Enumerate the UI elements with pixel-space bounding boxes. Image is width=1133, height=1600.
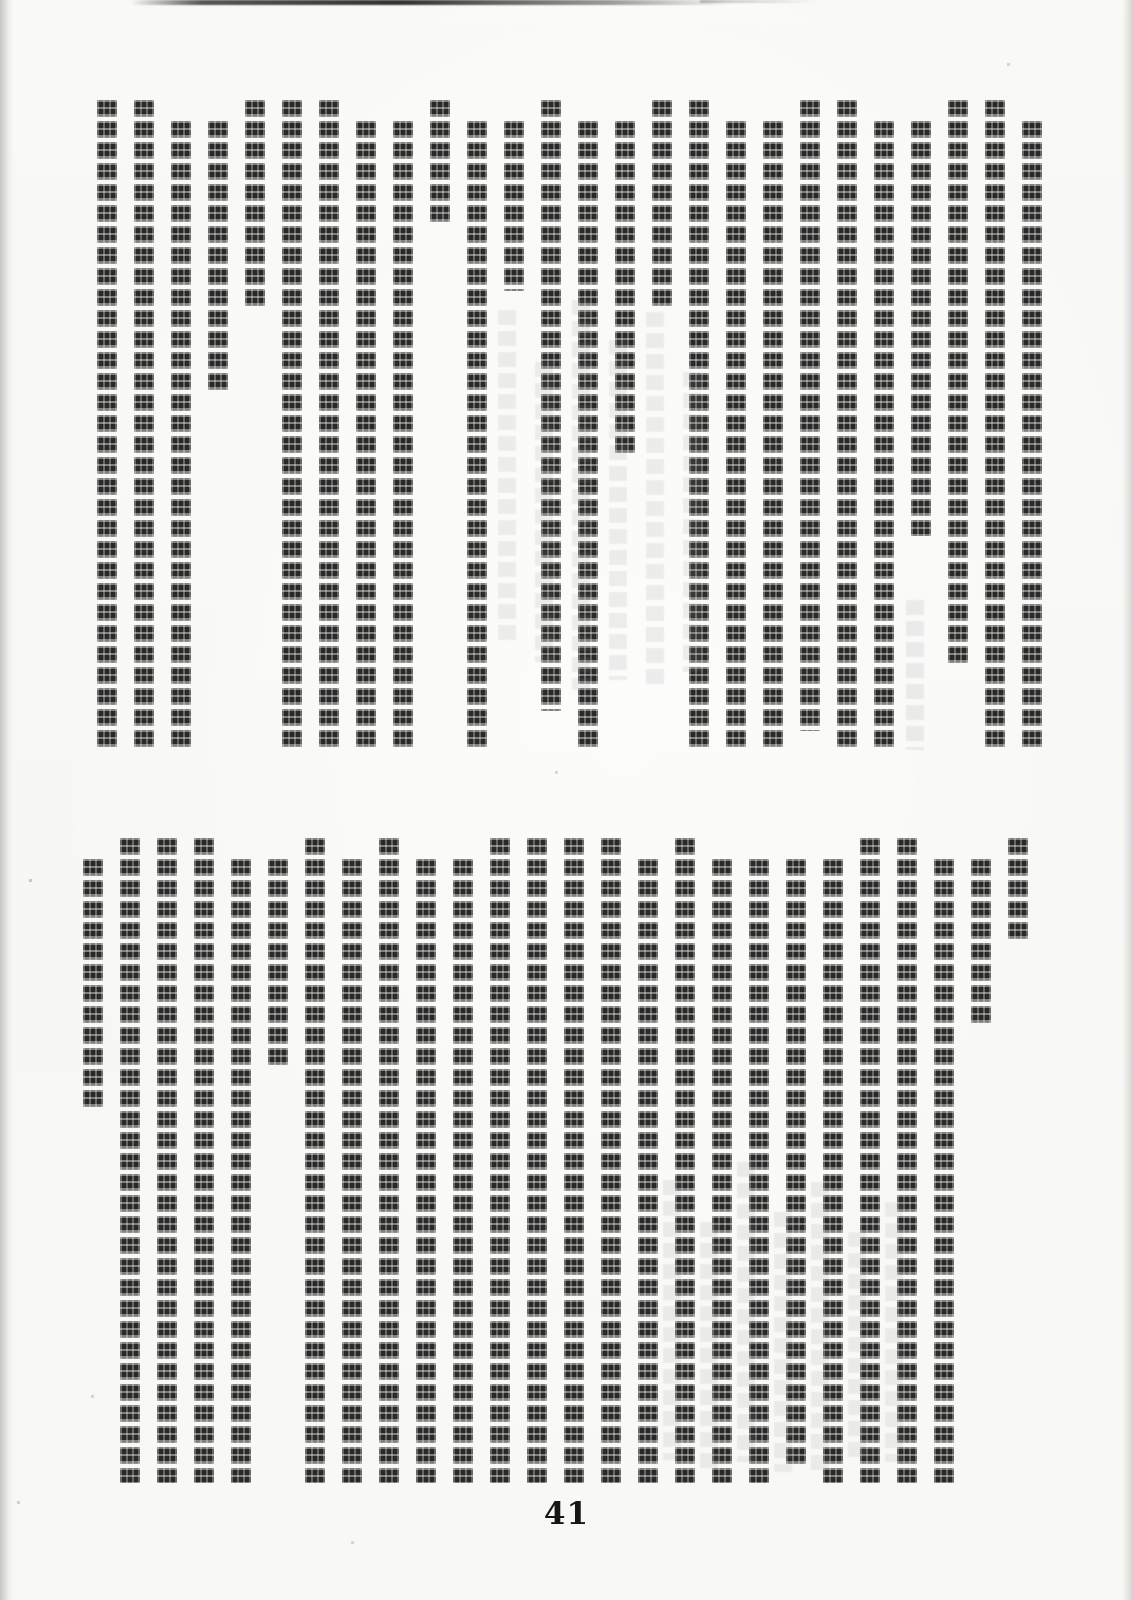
text-column-redacted [504,121,524,291]
scan-artifact-top [130,0,730,5]
text-column-redacted [83,859,103,1109]
bleedthrough-column [811,1182,829,1472]
text-column-redacted [934,859,954,1483]
text-column-redacted [948,100,968,666]
text-block-upper [97,100,1042,750]
text-column-redacted [342,859,362,1483]
scan-edge-right [1122,0,1133,1600]
scan-artifact-top-right [700,0,820,3]
text-column-redacted [467,121,487,750]
text-column-redacted [231,859,251,1483]
text-column-redacted [305,838,325,1483]
bleedthrough-column [609,340,627,680]
text-column-redacted [638,859,658,1483]
text-column-redacted [430,100,450,224]
text-column-redacted [194,838,214,1483]
bleedthrough-column [646,312,664,687]
text-column-redacted [763,121,783,750]
scan-dust-specks [0,0,1,1]
bleedthrough-column [498,310,516,640]
text-column-redacted [319,100,339,750]
text-column-redacted [208,121,228,391]
bleedthrough-column [535,362,553,662]
bleedthrough-column [885,1202,903,1462]
bleedthrough-column [683,372,701,672]
text-column-redacted [120,838,140,1483]
text-column-redacted [652,100,672,308]
text-column-redacted [1008,838,1028,941]
text-column-redacted [393,121,413,750]
text-column-redacted [245,100,265,308]
bleedthrough-column [572,300,590,690]
text-column-redacted [268,859,288,1065]
page-number: 41 [543,1496,590,1532]
text-column-redacted [971,859,991,1027]
text-column-redacted [171,121,191,750]
text-column-redacted [837,100,857,750]
bleedthrough-column [848,1232,866,1462]
text-column-redacted [874,121,894,750]
text-column-redacted [379,838,399,1483]
text-column-redacted [800,100,820,731]
text-column-redacted [726,121,746,750]
text-column-redacted [134,100,154,750]
text-column-redacted [416,859,436,1483]
text-column-redacted [527,838,547,1483]
text-column-redacted [453,859,473,1483]
bleedthrough-column [906,600,924,750]
text-column-redacted [356,121,376,750]
text-column-redacted [911,121,931,536]
bleedthrough-column [663,1180,681,1460]
scan-edge-left [0,0,14,1600]
text-column-redacted [564,838,584,1483]
text-column-redacted [157,838,177,1483]
bleedthrough-column [737,1162,755,1462]
text-column-redacted [1022,121,1042,750]
bleedthrough-column [774,1212,792,1472]
text-column-redacted [601,838,621,1483]
bleedthrough-column [700,1222,718,1472]
text-column-redacted [282,100,302,750]
text-column-redacted [985,100,1005,750]
text-column-redacted [490,838,510,1483]
text-column-redacted [97,100,117,750]
